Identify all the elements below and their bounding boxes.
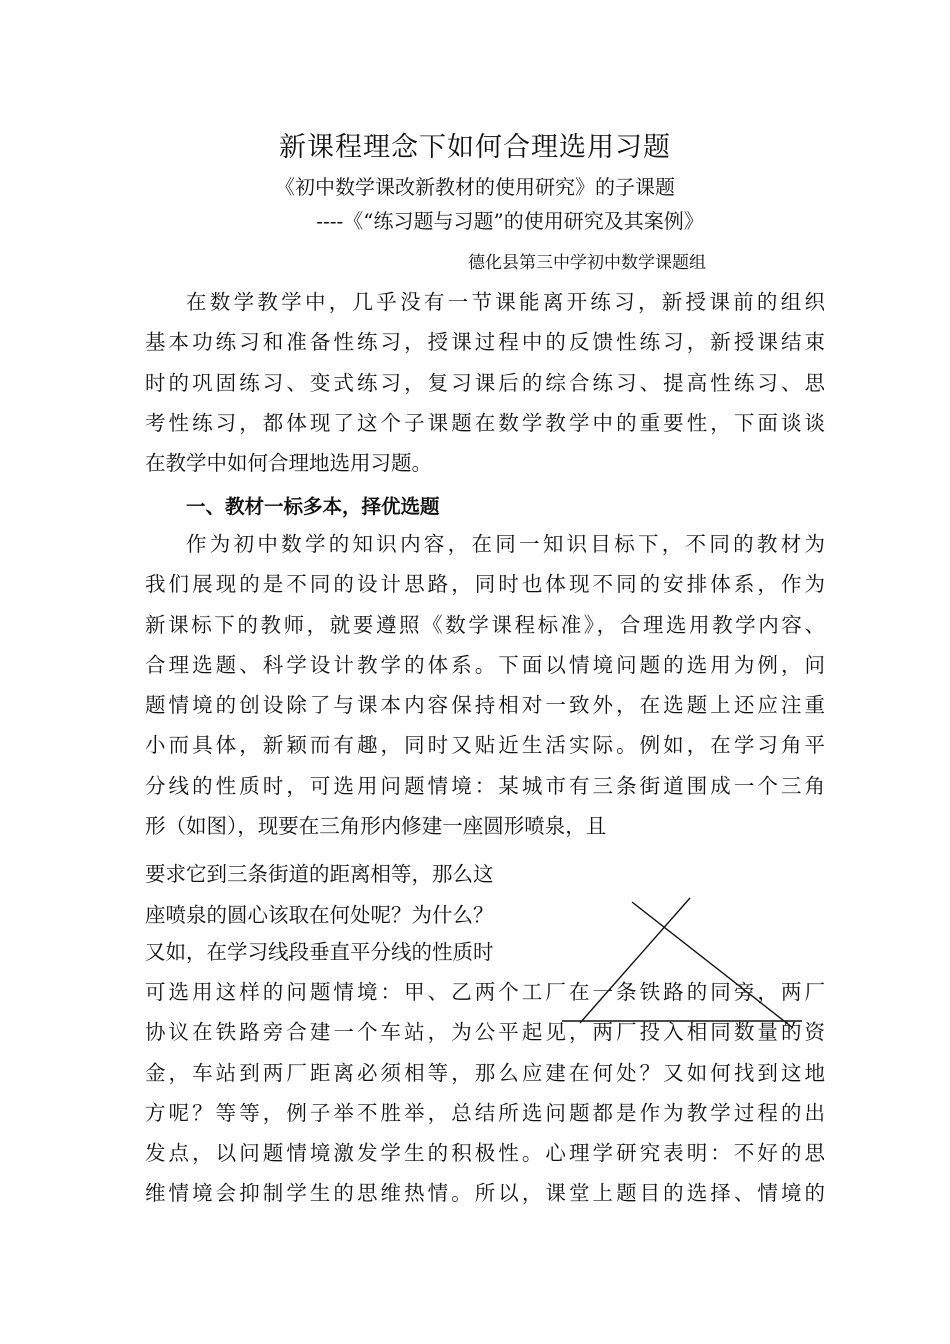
subtitle: 《初中数学课改新教材的使用研究》的子课题 [275,175,675,199]
paragraph-line: 维情境会抑制学生的思维热情。所以，课堂上题目的选择、情境的 [145,1181,825,1206]
paragraph-line: 金，车站到两厂距离必须相等，那么应建在何处？又如何找到这地 [145,1060,825,1085]
page-title: 新课程理念下如何合理选用习题 [279,132,671,163]
paragraph-line: 作为初中数学的知识内容，在同一知识目标下，不同的教材为 [186,532,825,556]
street-triangle-diagram-icon [540,890,810,1040]
paragraph-line: 时的巩固练习、变式练习，复习课后的综合练习、提高性练习、思 [145,370,825,395]
intro-paragraph [145,282,825,483]
paragraph-line: 考性练习，都体现了这个子课题在数学教学中的重要性，下面谈谈 [145,410,825,435]
street-line-right [632,902,793,1028]
section-heading: 一、教材一标多本，择优选题 [186,495,440,518]
author-line: 德化县第三中学初中数学课题组 [468,253,706,273]
paragraph-line: 方呢？等等，例子举不胜举，总结所选问题都是作为教学过程的出 [145,1100,825,1125]
paragraph-line: 在数学教学中，几乎没有一节课能离开练习，新授课前的组织 [186,290,825,314]
street-line-left [580,898,690,1023]
paragraph-line: 协议在铁路旁合建一个车站，为公平起见，两厂投入相同数量的资 [145,1020,825,1045]
paragraph-line: 在教学中如何合理地选用习题。 [145,451,432,476]
paragraph-line: 合理选题、科学设计教学的体系。下面以情境问题的选用为例，问 [145,652,825,677]
paragraph-line: 可选用这样的问题情境：甲、乙两个工厂在一条铁路的同旁，两厂 [145,980,825,1004]
section1-paragraph [145,524,825,846]
subtitle-secondary: ----《“练习题与习题”的使用研究及其案例》 [316,209,704,233]
paragraph-line: 形（如图），现要在三角形内修建一座圆形喷泉，且 [145,814,607,839]
paragraph-line: 我们展现的是不同的设计思路，同时也体现不同的安排体系，作为 [145,572,825,597]
paragraph-line: 新课标下的教师，就要遵照《数学课程标准》，合理选用教学内容、 [145,612,825,637]
paragraph-line: 小而具体，新颖而有趣，同时又贴近生活实际。例如，在学习角平 [145,733,825,758]
paragraph-line: 又如，在学习线段垂直平分线的性质时 [145,940,494,964]
paragraph-line: 座喷泉的圆心该取在何处呢？为什么？ [145,903,494,927]
paragraph-line: 要求它到三条街道的距离相等，那么这 [145,862,494,886]
paragraph-line: 基本功练习和准备性练习，授课过程中的反馈性练习，新授课结束 [145,330,825,355]
paragraph-line: 分线的性质时，可选用问题情境：某城市有三条街道围成一个三角 [145,773,825,798]
paragraph-line: 题情境的创设除了与课本内容保持相对一致外，在选题上还应注重 [145,693,825,718]
paragraph-line: 发点，以问题情境激发学生的积极性。心理学研究表明：不好的思 [145,1141,825,1166]
